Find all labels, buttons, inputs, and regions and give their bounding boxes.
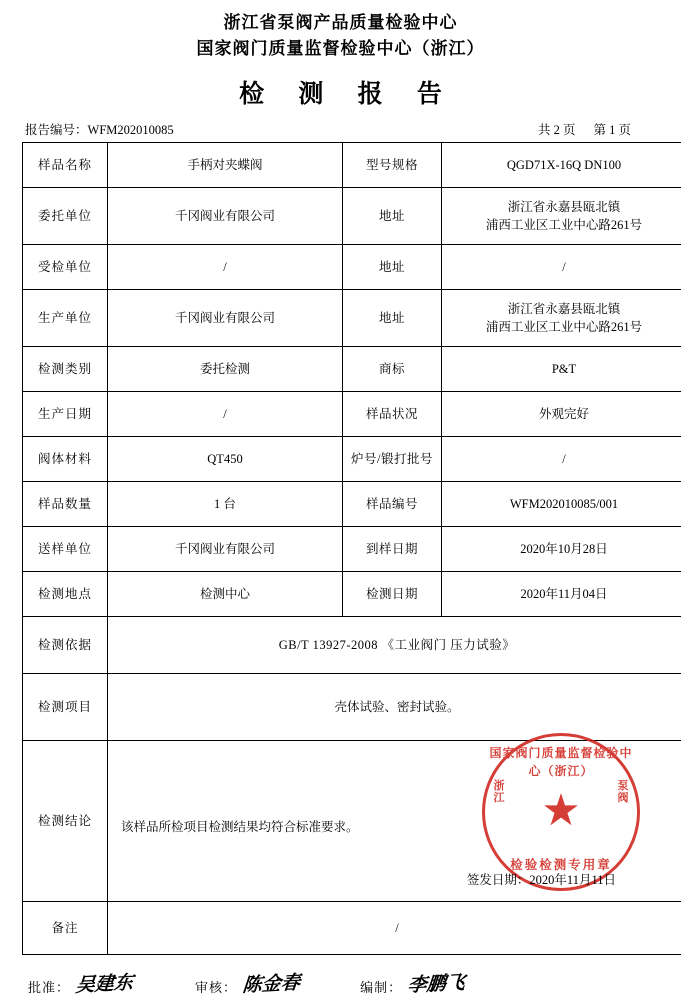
inspected-unit-value: / [108, 245, 343, 290]
manufacturer-address-label: 地址 [343, 290, 442, 347]
org-name-line1: 浙江省泵阀产品质量检验中心 [223, 13, 458, 32]
signature-footer [22, 955, 659, 996]
body-material-value: QT450 [108, 437, 343, 482]
test-date-value: 2020年11月04日 [442, 572, 681, 617]
arrival-date-label: 到样日期 [343, 527, 442, 572]
sender-value: 千冈阀业有限公司 [108, 527, 343, 572]
table-row [23, 482, 681, 527]
report-meta [22, 120, 659, 142]
test-place-label: 检测地点 [23, 572, 108, 617]
model-label: 型号规格 [343, 143, 442, 188]
arrival-date-value: 2020年10月28日 [442, 527, 681, 572]
client-address-line2: 浦西工业区工业中心路261号 [485, 218, 643, 232]
table-row [23, 245, 681, 290]
page-count [520, 120, 656, 138]
sample-number-label: 样品编号 [343, 482, 442, 527]
conclusion-value: 该样品所检项目检测结果均符合标准要求。 [121, 820, 359, 834]
table-row [23, 902, 681, 955]
sample-state-label: 样品状况 [343, 392, 442, 437]
page-title: 检 测 报 告 [239, 81, 456, 108]
stamp-side-left-text: 浙江 [493, 780, 505, 804]
test-place-value: 检测中心 [108, 572, 343, 617]
org-name-line2: 国家阀门质量监督检验中心（浙江） [196, 39, 485, 58]
brand-label: 商标 [343, 347, 442, 392]
prepare-signature: 李鹏飞 [406, 972, 467, 997]
client-address-line1: 浙江省永嘉县瓯北镇 [507, 200, 621, 214]
approve-block [28, 969, 133, 996]
manufacturer-label: 生产单位 [23, 290, 108, 347]
report-number-value: WFM202010085 [87, 123, 174, 137]
table-row [23, 527, 681, 572]
issue-date-label: 签发日期： [466, 873, 530, 887]
prepare-label: 编制： [360, 980, 403, 995]
sample-quantity-value: 1 台 [108, 482, 343, 527]
table-row [23, 741, 681, 902]
issue-date-value: 2020年11月11日 [529, 873, 616, 887]
test-type-value: 委托检测 [108, 347, 343, 392]
review-block [195, 969, 300, 996]
basis-value: GB/T 13927-2008 《工业阀门 压力试验》 [108, 617, 681, 674]
table-row [23, 572, 681, 617]
stamp-side-right-text: 泵阀 [617, 780, 629, 804]
remark-value: / [108, 902, 681, 955]
production-date-label: 生产日期 [23, 392, 108, 437]
approve-label: 批准： [28, 980, 71, 995]
document-header [22, 0, 659, 110]
prepare-block [360, 969, 465, 996]
report-table [22, 142, 681, 955]
star-icon: ★ [541, 786, 581, 836]
manufacturer-address-value [442, 290, 681, 347]
test-items-label: 检测项目 [23, 674, 108, 741]
table-row [23, 392, 681, 437]
inspected-unit-label: 受检单位 [23, 245, 108, 290]
sample-state-value: 外观完好 [442, 392, 681, 437]
inspected-address-value: / [442, 245, 681, 290]
test-date-label: 检测日期 [343, 572, 442, 617]
review-signature: 陈金春 [241, 972, 301, 997]
brand-value: P&T [442, 347, 681, 392]
model-value: QGD71X-16Q DN100 [442, 143, 681, 188]
client-address-label: 地址 [343, 188, 442, 245]
table-row [23, 188, 681, 245]
table-row [23, 437, 681, 482]
test-type-label: 检测类别 [23, 347, 108, 392]
table-row [23, 143, 681, 188]
client-label: 委托单位 [23, 188, 108, 245]
table-row [23, 290, 681, 347]
production-date-value: / [108, 392, 343, 437]
table-row [23, 347, 681, 392]
sample-name-value: 手柄对夹蝶阀 [108, 143, 343, 188]
sample-name-label: 样品名称 [23, 143, 108, 188]
test-items-value: 壳体试验、密封试验。 [108, 674, 681, 741]
heat-number-value: / [442, 437, 681, 482]
sample-quantity-label: 样品数量 [23, 482, 108, 527]
stamp-arc-bottom-text: 检验检测专用章 [510, 858, 612, 872]
inspected-address-label: 地址 [343, 245, 442, 290]
manufacturer-address-line2: 浦西工业区工业中心路261号 [485, 320, 643, 334]
conclusion-cell [108, 741, 681, 902]
manufacturer-value: 千冈阀业有限公司 [108, 290, 343, 347]
pages-total: 共 2 页 [537, 123, 576, 137]
client-value: 千冈阀业有限公司 [108, 188, 343, 245]
report-number-label: 报告编号： [25, 123, 88, 137]
issue-date [467, 871, 616, 889]
sample-number-value: WFM202010085/001 [442, 482, 681, 527]
manufacturer-address-line1: 浙江省永嘉县瓯北镇 [507, 302, 621, 316]
heat-number-label: 炉号/锻打批号 [343, 437, 442, 482]
approve-signature: 吴建东 [74, 972, 134, 997]
conclusion-label: 检测结论 [23, 741, 108, 902]
table-row [23, 617, 681, 674]
report-number [25, 120, 174, 138]
basis-label: 检测依据 [23, 617, 108, 674]
sender-label: 送样单位 [23, 527, 108, 572]
stamp-arc-top-text: 国家阀门质量监督检验中心（浙江） [489, 746, 633, 778]
review-label: 审核： [195, 980, 238, 995]
table-row [23, 674, 681, 741]
remark-label: 备注 [23, 902, 108, 955]
client-address-value [442, 188, 681, 245]
body-material-label: 阀体材料 [23, 437, 108, 482]
page-current: 第 1 页 [593, 123, 631, 137]
